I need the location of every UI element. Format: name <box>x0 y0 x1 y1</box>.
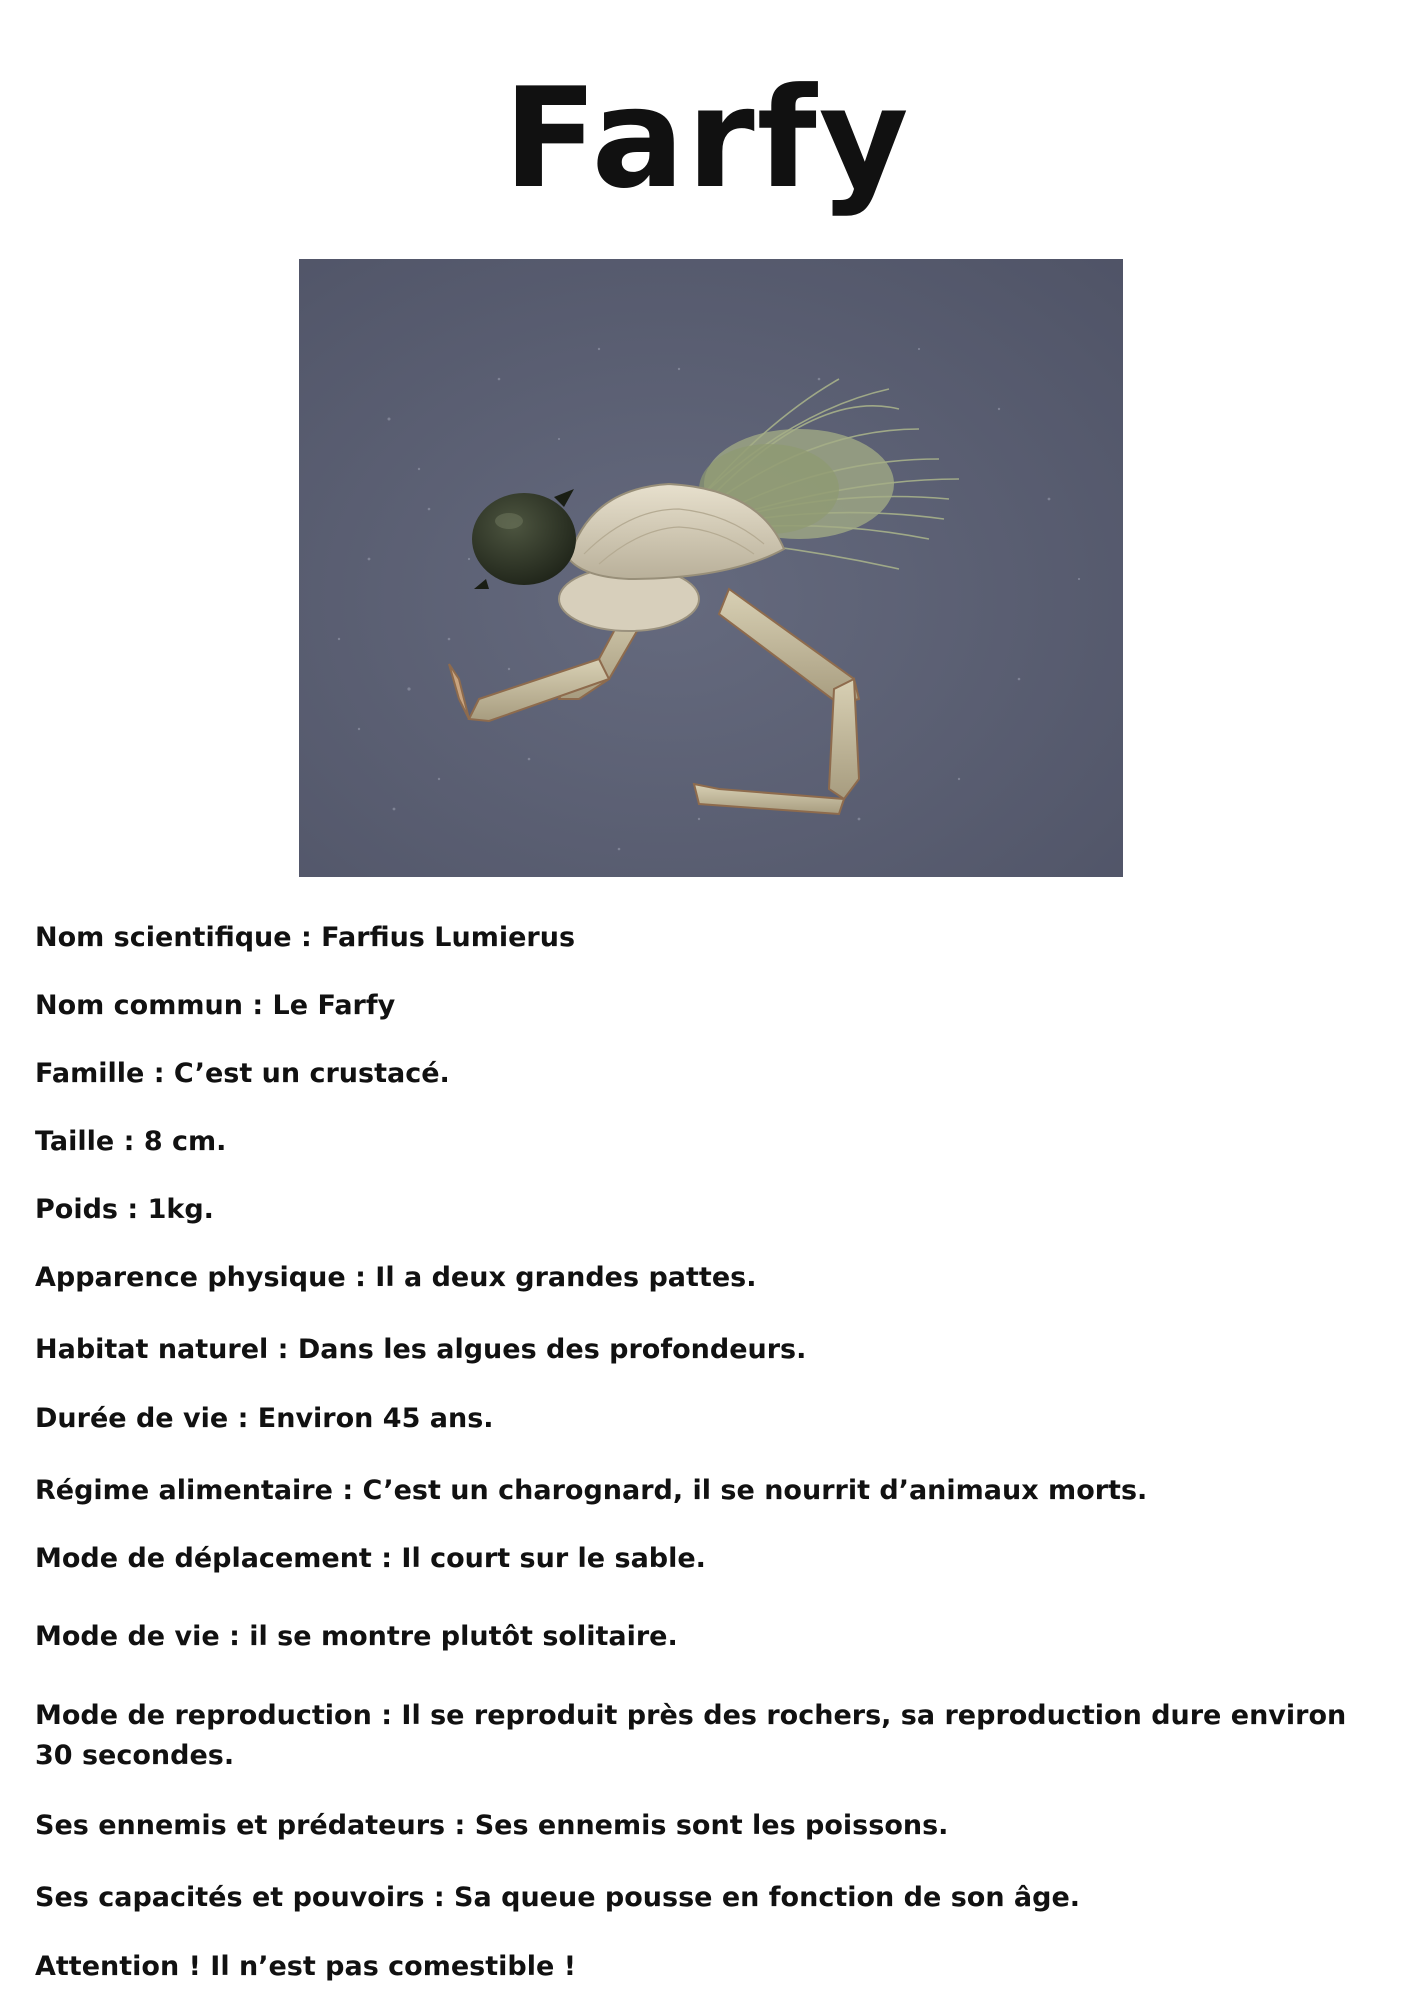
fact-size: Taille : 8 cm. <box>35 1126 227 1157</box>
fact-predators: Ses ennemis et prédateurs : Ses ennemis sont les poissons. <box>35 1810 949 1841</box>
fact-abilities: Ses capacités et pouvoirs : Sa queue pousse en fonction de son âge. <box>35 1882 1081 1913</box>
fact-warning: Attention ! Il n’est pas comestible ! <box>35 1951 577 1982</box>
fact-lifespan: Durée de vie : Environ 45 ans. <box>35 1403 494 1434</box>
fact-family: Famille : C’est un crustacé. <box>35 1058 450 1089</box>
crustacean-photo-icon <box>299 259 1123 877</box>
fact-diet: Régime alimentaire : C’est un charognard, il se nourrit d’animaux morts. <box>35 1475 1148 1506</box>
fact-weight: Poids : 1kg. <box>35 1194 214 1225</box>
fact-reproduction: Mode de reproduction : Il se reproduit près des rochers, sa reproduction dure environ 30 secondes. <box>35 1700 1347 1771</box>
fact-lifestyle: Mode de vie : il se montre plutôt solitaire. <box>35 1621 678 1652</box>
fact-appearance: Apparence physique : Il a deux grandes pattes. <box>35 1262 757 1293</box>
fact-scientific-name: Nom scientifique : Farfius Lumierus <box>35 922 576 953</box>
creature-photo <box>299 259 1123 877</box>
fact-habitat: Habitat naturel : Dans les algues des profondeurs. <box>35 1334 807 1365</box>
fact-locomotion: Mode de déplacement : Il court sur le sable. <box>35 1543 706 1574</box>
fact-common-name: Nom commun : Le Farfy <box>35 990 396 1021</box>
page-title: Farfy <box>503 58 911 219</box>
